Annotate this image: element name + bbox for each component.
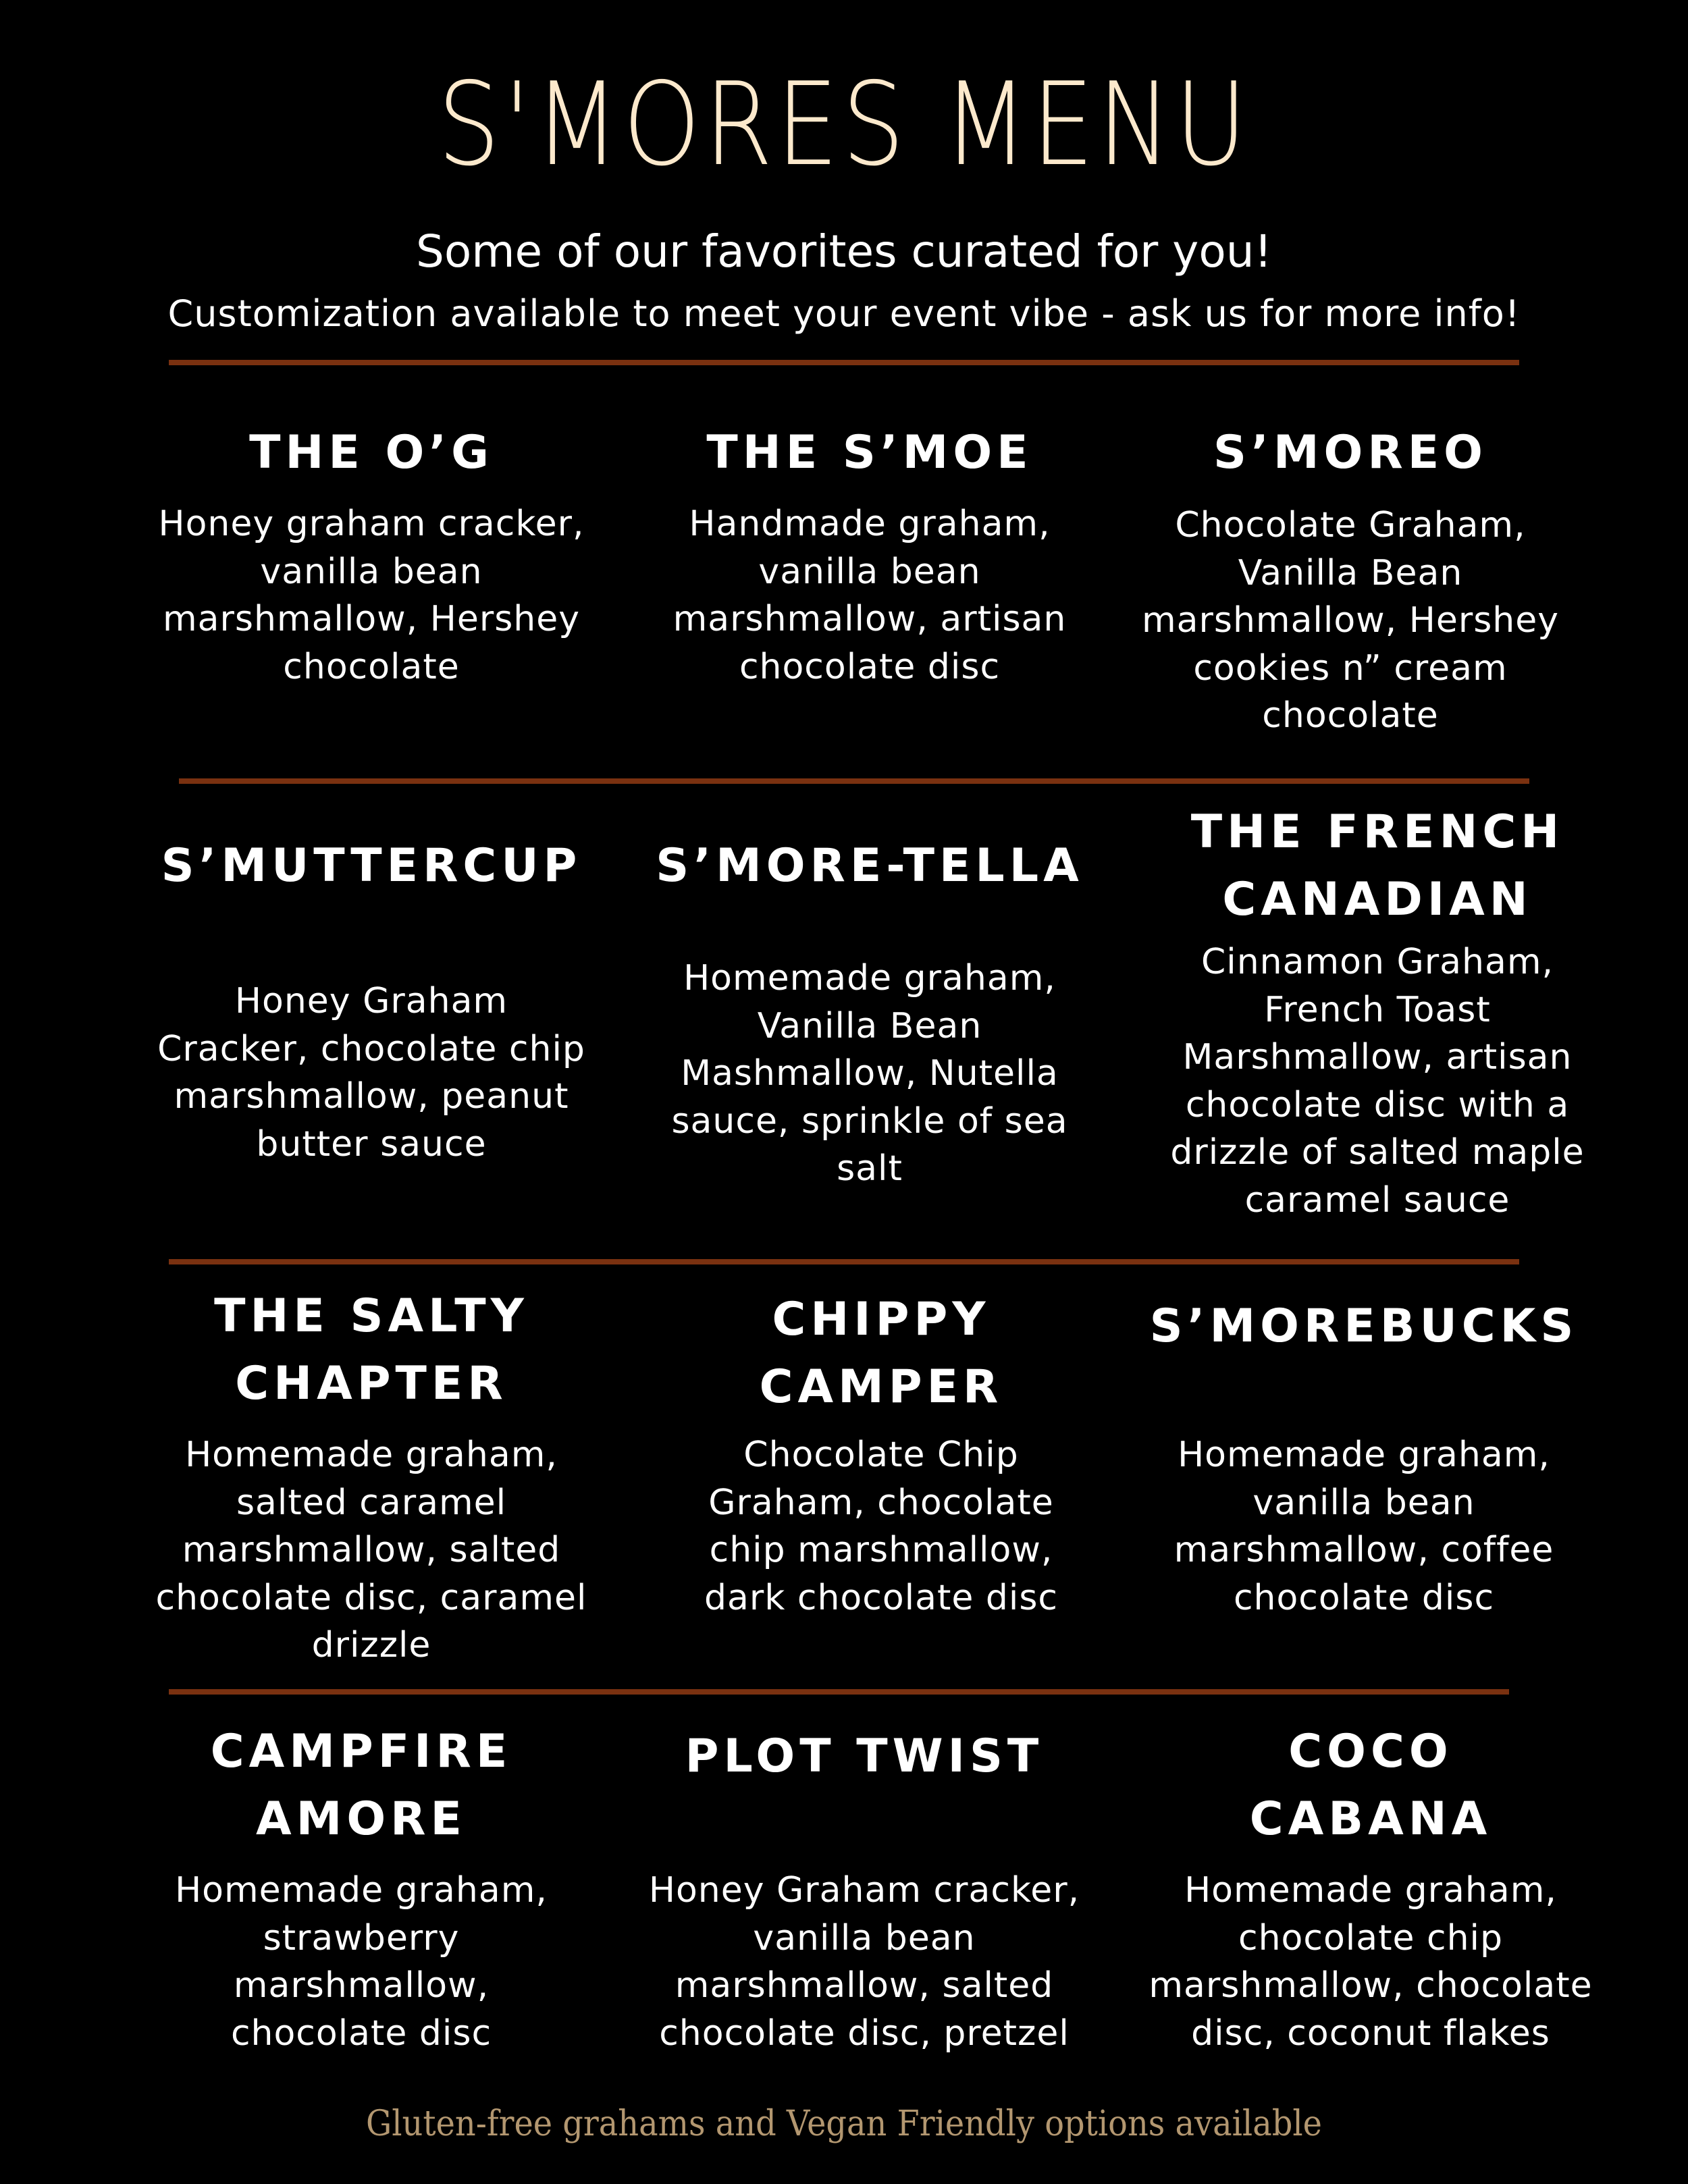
- dietary-options-note: Gluten-free grahams and Vegan Friendly options available: [366, 2104, 1322, 2144]
- menu-item-coco-cabana: [1148, 1718, 1593, 2057]
- menu-item-campfire-amore: [145, 1718, 577, 2057]
- menu-item-smuttercup: [155, 832, 587, 1168]
- menu-item-description: Homemade graham, chocolate chip marshmallow, chocolate disc, coconut flakes: [1149, 1870, 1593, 2054]
- menu-item-description: Chocolate Graham, Vanilla Bean marshmallow, Hershey cookies n” cream chocolate: [1141, 505, 1560, 736]
- menu-item-the-french-canadian: [1158, 799, 1597, 1224]
- menu-item-description: Homemade graham, strawberry marshmallow, chocolate disc: [175, 1870, 548, 2054]
- menu-item-name: CHIPPY CAMPER: [759, 1293, 1003, 1414]
- menu-item-the-og: [155, 419, 587, 691]
- menu-item-smorebucks: [1141, 1293, 1587, 1622]
- menu-item-name: CAMPFIRE AMORE: [210, 1725, 512, 1846]
- page-subtitle: Some of our favorites curated for you!: [415, 225, 1273, 277]
- menu-item-description: Handmade graham, vanilla bean marshmallow, artisan chocolate disc: [672, 504, 1067, 687]
- menu-item-chippy-camper: [665, 1286, 1097, 1622]
- page-title: S'MORES MENU: [437, 58, 1251, 192]
- divider-row-1: [179, 778, 1529, 784]
- menu-item-name: COCO CABANA: [1249, 1725, 1492, 1846]
- menu-item-the-salty-chapter: [149, 1283, 594, 1670]
- menu-item-name: THE SALTY CHAPTER: [214, 1289, 529, 1410]
- divider-row-3: [169, 1689, 1509, 1695]
- menu-item-name: PLOT TWIST: [685, 1730, 1044, 1783]
- menu-item-name: THE FRENCH CANADIAN: [1190, 805, 1564, 926]
- menu-item-name: THE S’MOE: [706, 426, 1033, 479]
- menu-item-smoreo: [1134, 419, 1566, 740]
- customization-note: Customization available to meet your event vibe - ask us for more info!: [167, 292, 1521, 335]
- menu-item-smore-tella: [654, 832, 1086, 1193]
- menu-item-description: Homemade graham, vanilla bean marshmallow, coffee chocolate disc: [1173, 1435, 1554, 1618]
- menu-item-name: S’MOREO: [1213, 426, 1487, 479]
- menu-item-plot-twist: [648, 1723, 1080, 2057]
- menu-item-description: Chocolate Chip Graham, chocolate chip marshmallow, dark chocolate disc: [704, 1435, 1059, 1618]
- menu-item-description: Honey Graham Cracker, chocolate chip marshmallow, peanut butter sauce: [157, 981, 585, 1165]
- menu-item-name: S’MORE-TELLA: [656, 839, 1084, 893]
- menu-item-name: S’MUTTERCUP: [161, 839, 582, 893]
- menu-item-description: Honey Graham cracker, vanilla bean marshmallow, salted chocolate disc, pretzel: [648, 1870, 1080, 2054]
- divider-row-2: [169, 1259, 1519, 1264]
- menu-item-description: Cinnamon Graham, French Toast Marshmallow, artisan chocolate disc with a drizzle of salted maple caramel sauce: [1170, 942, 1585, 1221]
- menu-item-name: THE O’G: [249, 426, 494, 479]
- menu-item-the-smoe: [654, 419, 1086, 691]
- menu-item-description: Homemade graham, salted caramel marshmallow, salted chocolate disc, caramel drizzle: [155, 1435, 587, 1666]
- divider-top: [169, 360, 1519, 365]
- menu-item-description: Homemade graham, Vanilla Bean Mashmallow, Nutella sauce, sprinkle of sea salt: [671, 958, 1068, 1189]
- menu-item-name: S’MOREBUCKS: [1149, 1300, 1579, 1353]
- menu-item-description: Honey graham cracker, vanilla bean marshmallow, Hershey chocolate: [158, 504, 585, 687]
